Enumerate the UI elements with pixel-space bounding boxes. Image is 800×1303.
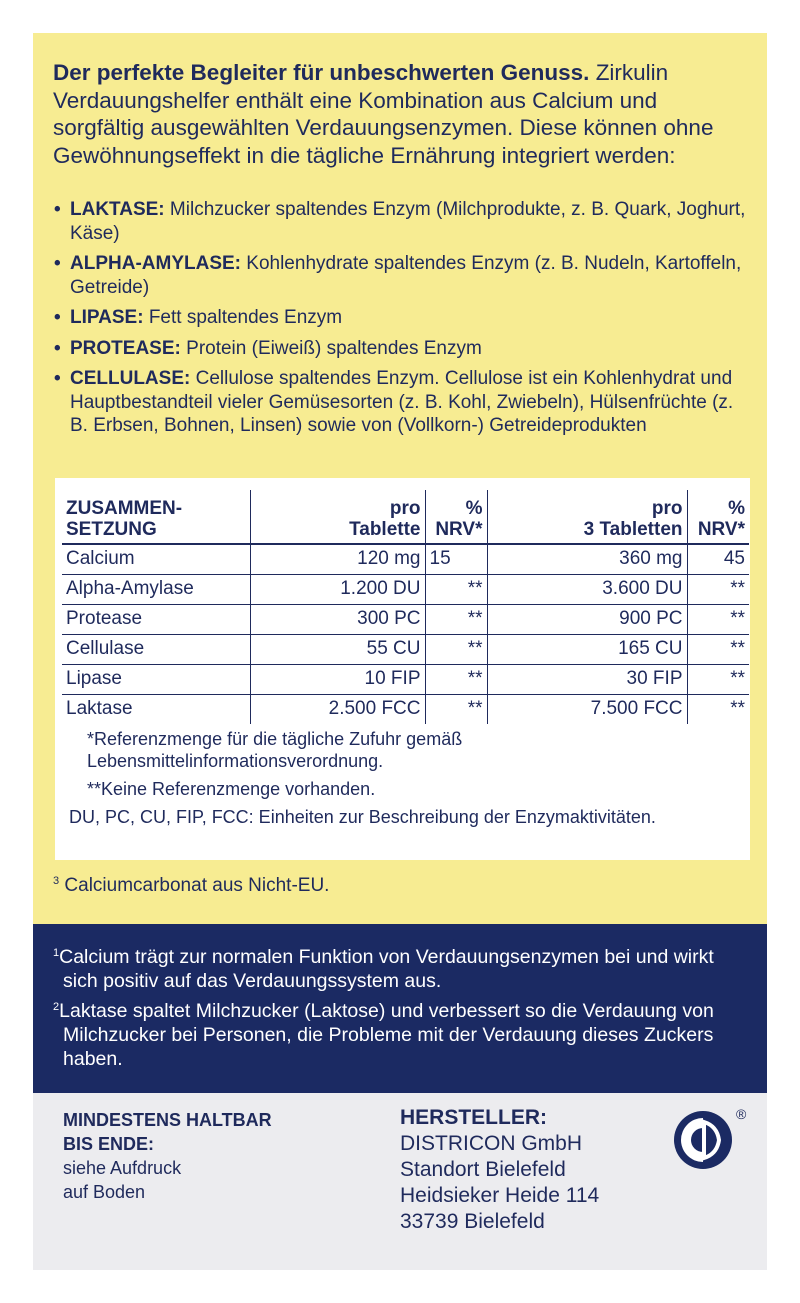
- manufacturer: [400, 1105, 599, 1235]
- header-composition: ZUSAMMEN- SETZUNG: [62, 490, 250, 544]
- cell-nrv-three: **: [687, 574, 749, 604]
- registered-mark: ®: [736, 1106, 747, 1122]
- info-footer: [33, 1093, 767, 1270]
- best-before-text-2: auf Boden: [63, 1182, 146, 1202]
- cell-name: Alpha-Amylase: [62, 574, 250, 604]
- cell-per-three: 360 mg: [487, 544, 687, 574]
- cell-name: Lipase: [62, 664, 250, 694]
- composition-table-box: [55, 478, 750, 860]
- enzyme-text: Kohlenhydrate spaltendes Enzym (z. B. Nudeln, Kartoffeln, Getreide): [70, 253, 742, 298]
- cell-per-three: 900 PC: [487, 604, 687, 634]
- table-row: [62, 544, 749, 574]
- manufacturer-street: Heidsieker Heide 114: [400, 1184, 600, 1207]
- table-row: [62, 604, 749, 634]
- yellow-panel: [33, 33, 767, 924]
- table-header-row: [62, 490, 749, 544]
- header-per-tablet: pro Tablette: [250, 490, 425, 544]
- cell-per-three: 30 FIP: [487, 664, 687, 694]
- enzyme-name: ALPHA-AMYLASE:: [70, 253, 241, 274]
- footnote-no-reference: **Keine Referenzmenge vorhanden.: [87, 779, 376, 799]
- cell-nrv-three: 45: [687, 544, 749, 574]
- cell-per-three: 165 CU: [487, 634, 687, 664]
- table-footnotes: [69, 728, 739, 834]
- cell-nrv-three: **: [687, 604, 749, 634]
- enzyme-name: LIPASE:: [70, 307, 144, 328]
- table-row: [62, 664, 749, 694]
- table-row: [62, 634, 749, 664]
- enzyme-text: Protein (Eiweiß) spaltendes Enzym: [186, 337, 482, 359]
- cell-per-three: 7.500 FCC: [487, 694, 687, 724]
- cell-nrv-tablet: **: [425, 574, 487, 604]
- intro-lead: Der perfekte Begleiter für unbeschwerten Genuss.: [53, 60, 590, 85]
- table-row: [62, 694, 749, 724]
- cell-nrv-tablet: **: [425, 604, 487, 634]
- best-before: [63, 1108, 272, 1204]
- best-before-heading-2: BIS ENDE:: [63, 1134, 155, 1154]
- manufacturer-city: 33739 Bielefeld: [400, 1210, 545, 1233]
- claim-text: Laktase spaltet Milchzucker (Laktose) und verbessert so die Verdauung von Milchzucker bei Personen, die Probleme mit der Verdauung dieses Zuckers haben.: [59, 1000, 714, 1070]
- cell-nrv-three: **: [687, 694, 749, 724]
- enzyme-name: CELLULASE:: [70, 368, 191, 389]
- cell-per-three: 3.600 DU: [487, 574, 687, 604]
- footnote-mark: 3: [53, 875, 60, 887]
- cell-nrv-tablet: **: [425, 694, 487, 724]
- header-per-three-tablets: pro 3 Tabletten: [487, 490, 687, 544]
- claim-laktase: [53, 995, 753, 1071]
- composition-table: [62, 490, 749, 724]
- cell-name: Laktase: [62, 694, 250, 724]
- green-dot-recycling-icon: [673, 1110, 733, 1170]
- cell-nrv-tablet: **: [425, 634, 487, 664]
- intro-text: [53, 59, 753, 169]
- enzyme-item-alpha-amylase: [54, 252, 754, 299]
- enzyme-item-lipase: [54, 306, 754, 330]
- footnote-mark: 1: [53, 947, 60, 959]
- cell-per-tablet: 120 mg: [250, 544, 425, 574]
- enzyme-text: Cellulose spaltendes Enzym. Cellulose ist ein Kohlenhydrat und Hauptbestandteil vieler Gemüsesorten (z. B. Kohl, Zwiebeln), Hülsenfrüchte (z. B. Erbsen, Bohnen, Linsen) sowie von (Vollkorn-) Getreideprodukten: [70, 368, 734, 436]
- cell-per-tablet: 300 PC: [250, 604, 425, 634]
- manufacturer-site: Standort Bielefeld: [400, 1158, 566, 1181]
- enzyme-list: [54, 198, 754, 445]
- claim-text: Calcium trägt zur normalen Funktion von Verdauungsenzymen bei und wirkt sich positiv auf das Verdauungssystem aus.: [59, 946, 714, 992]
- table-row: [62, 574, 749, 604]
- manufacturer-company: DISTRICON GmbH: [400, 1132, 583, 1155]
- cell-nrv-tablet: 15: [425, 544, 487, 574]
- enzyme-item-laktase: [54, 198, 754, 245]
- footnote-reference: *Referenzmenge für die tägliche Zufuhr gemäß Lebensmittelinformationsverordnung.: [87, 729, 463, 771]
- manufacturer-heading: HERSTELLER:: [400, 1106, 547, 1129]
- enzyme-name: PROTEASE:: [70, 337, 181, 359]
- enzyme-name: LAKTASE:: [70, 199, 165, 220]
- cell-per-tablet: 2.500 FCC: [250, 694, 425, 724]
- cell-nrv-three: **: [687, 634, 749, 664]
- footnote-mark: 2: [53, 1001, 60, 1013]
- enzyme-item-protease: [54, 337, 754, 361]
- claim-calcium: [53, 941, 753, 993]
- cell-name: Protease: [62, 604, 250, 634]
- health-claims-panel: [33, 924, 767, 1093]
- origin-text: Calciumcarbonat aus Nicht-EU.: [64, 875, 330, 896]
- footnote-units: DU, PC, CU, FIP, FCC: Einheiten zur Beschreibung der Enzymaktivitäten.: [69, 807, 656, 827]
- best-before-heading: MINDESTENS HALTBAR: [63, 1110, 272, 1130]
- cell-nrv-three: **: [687, 664, 749, 694]
- enzyme-text: Fett spaltendes Enzym: [148, 307, 343, 328]
- enzyme-text: Milchzucker spaltendes Enzym (Milchprodukte, z. B. Quark, Joghurt, Käse): [70, 199, 746, 244]
- cell-per-tablet: 10 FIP: [250, 664, 425, 694]
- enzyme-item-cellulase: [54, 367, 754, 438]
- cell-name: Cellulase: [62, 634, 250, 664]
- cell-per-tablet: 1.200 DU: [250, 574, 425, 604]
- cell-per-tablet: 55 CU: [250, 634, 425, 664]
- best-before-text: siehe Aufdruck: [63, 1158, 182, 1178]
- header-nrv-three: % NRV*: [687, 490, 749, 544]
- intro-body: Zirkulin Verdauungshelfer enthält eine Kombination aus Calcium und sorgfältig ausgewählten Verdauungsenzymen. Diese können ohne Gewöhnungseffekt in die tägliche Ernährung integriert werden:: [53, 60, 714, 168]
- origin-note: [53, 875, 329, 897]
- cell-name: Calcium: [66, 548, 135, 570]
- header-nrv-tablet: % NRV*: [425, 490, 487, 544]
- cell-nrv-tablet: **: [425, 664, 487, 694]
